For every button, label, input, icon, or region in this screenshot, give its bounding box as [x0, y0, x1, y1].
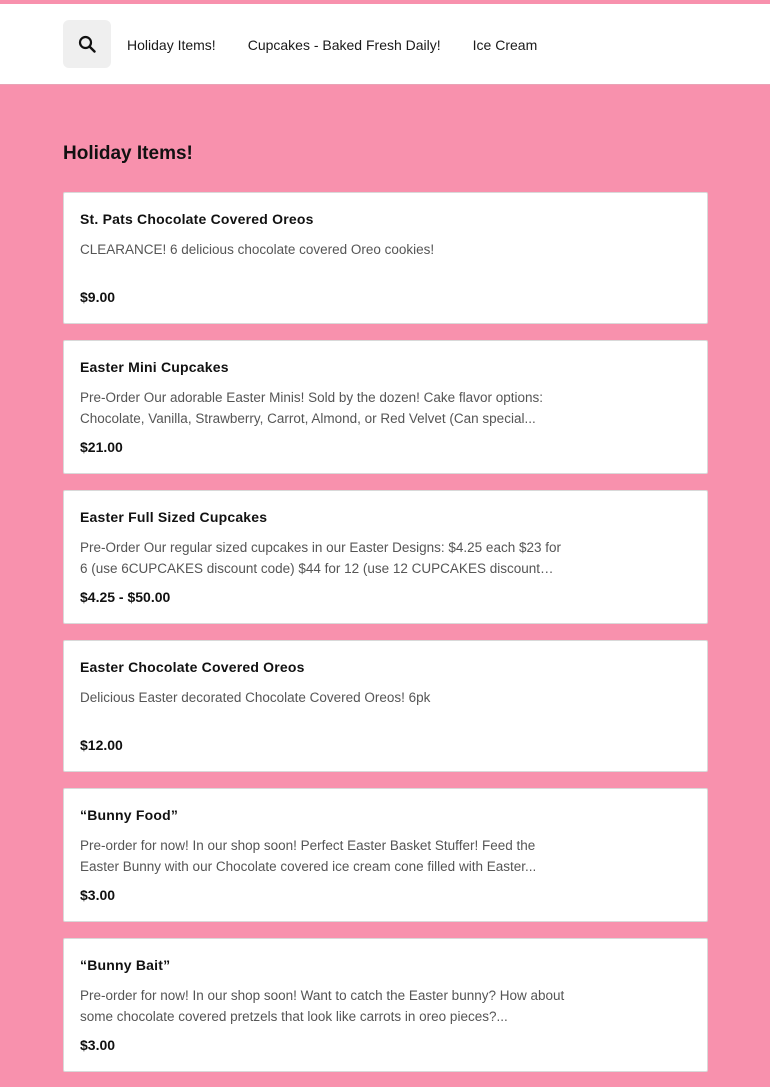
section-title: Holiday Items! [63, 143, 193, 164]
product-price: $3.00 [80, 887, 116, 903]
nav-item-cupcakes[interactable]: Cupcakes - Baked Fresh Daily! [247, 36, 441, 53]
product-description: Pre-Order Our regular sized cupcakes in our Easter Designs: $4.25 each $23 for 6 (use 6CUPCAKES discount code) $44 for 12 (use 12 CUPCAKES discount [80, 540, 561, 576]
product-name: Easter Mini Cupcakes [80, 359, 229, 375]
product-price: $21.00 [80, 439, 123, 455]
product-price: $9.00 [80, 289, 116, 305]
product-price: $12.00 [80, 737, 123, 753]
product-name: St. Pats Chocolate Covered Oreos [80, 211, 314, 227]
product-name: “Bunny Bait” [80, 957, 171, 973]
nav-item-holiday-items[interactable]: Holiday Items! [127, 36, 216, 53]
product-description: CLEARANCE! 6 delicious chocolate covered Oreo cookies! [80, 242, 435, 257]
product-description: Pre-order for now! In our shop soon! Perfect Easter Basket Stuffer! Feed the Easter Bunny with our Chocolate covered ice cream cone filled with Easter... [80, 838, 537, 874]
product-description: Delicious Easter decorated Chocolate Covered Oreos! 6pk [80, 690, 431, 705]
product-price: $3.00 [80, 1037, 116, 1053]
product-price: $4.25 - $50.00 [80, 589, 171, 605]
product-card[interactable] [63, 340, 708, 474]
product-card[interactable] [63, 938, 708, 1072]
product-name: Easter Chocolate Covered Oreos [80, 659, 305, 675]
product-name: “Bunny Food” [80, 807, 179, 823]
search-icon [78, 35, 96, 53]
product-card[interactable] [63, 640, 708, 772]
product-card[interactable] [63, 788, 708, 922]
search-button[interactable] [63, 20, 111, 68]
nav-item-ice-cream[interactable]: Ice Cream [472, 36, 538, 53]
product-card[interactable] [63, 490, 708, 624]
product-name: Easter Full Sized Cupcakes [80, 509, 268, 525]
header [0, 4, 770, 85]
product-card[interactable] [63, 192, 708, 324]
product-description: Pre-order for now! In our shop soon! Want to catch the Easter bunny? How about some chocolate covered pretzels that look like carrots in oreo pieces?... [80, 988, 565, 1024]
product-description: Pre-Order Our adorable Easter Minis! Sold by the dozen! Cake flavor options: Chocolate, Vanilla, Strawberry, Carrot, Almond, or Red Velvet (Can special... [80, 390, 543, 426]
category-nav [127, 4, 569, 85]
